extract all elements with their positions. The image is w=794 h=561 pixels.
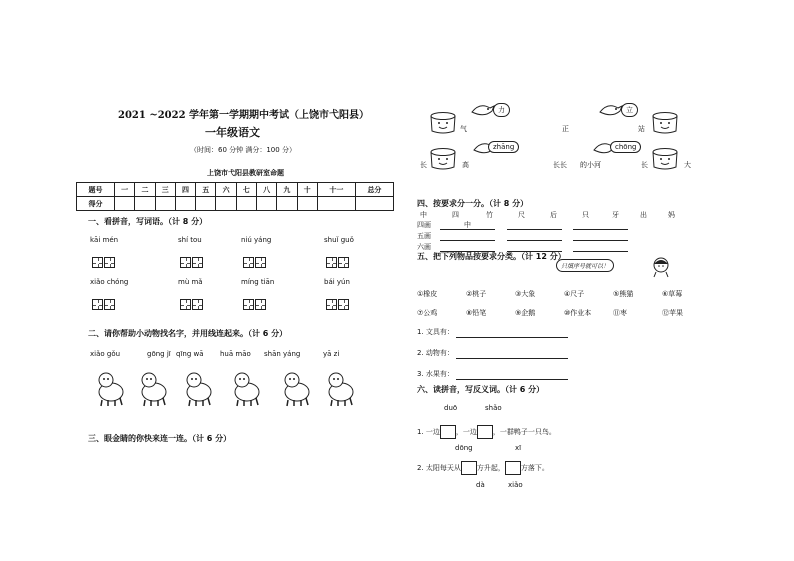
tianzige-box[interactable] — [255, 299, 266, 310]
author-line: 上饶市弋阳县教研室命题 — [207, 169, 284, 177]
score-header-cell: 一 — [115, 183, 135, 197]
q4-char: 四 — [452, 211, 459, 219]
word-changchang: 长长 — [553, 161, 567, 169]
bubble-zhang: zhāng — [488, 141, 519, 153]
tianzige-box[interactable] — [338, 299, 349, 310]
q1-heading: 一、看拼音，写词语。（计 8 分） — [88, 217, 208, 226]
stroke-count-label: 六画 — [417, 243, 431, 251]
q5-heading: 五、把下列物品按要求分类。（计 12 分） — [417, 252, 566, 261]
score-input-cell[interactable] — [115, 197, 135, 211]
q4-char: 尺 — [518, 211, 525, 219]
score-header-cell: 四 — [175, 183, 195, 197]
tian-box-group — [326, 253, 350, 272]
pinyin-xiao: xiǎo — [508, 481, 523, 489]
tianzige-box[interactable] — [180, 257, 191, 268]
s1-part2: ，一边 — [455, 428, 477, 436]
score-input-cell[interactable] — [257, 197, 277, 211]
pinyin-label: míng tiān — [241, 278, 275, 286]
score-input-cell[interactable] — [355, 197, 393, 211]
pinyin-xi: xī — [515, 444, 522, 452]
score-header-cell: 六 — [216, 183, 236, 197]
score-input-cell[interactable] — [317, 197, 355, 211]
score-header-cell: 七 — [236, 183, 256, 197]
classify-item: ⑪枣 — [613, 309, 627, 317]
q4-char: 后 — [550, 211, 557, 219]
tianzige-box[interactable] — [92, 257, 103, 268]
q4-char: 出 — [640, 211, 647, 219]
answer-box-shao[interactable] — [477, 425, 493, 439]
score-input-cell[interactable] — [155, 197, 175, 211]
score-input-cell[interactable] — [135, 197, 155, 211]
s2-part2: 方升起， — [476, 464, 505, 472]
tian-box-group — [326, 295, 350, 314]
q4-char: 牙 — [612, 211, 619, 219]
word-xiaohe: 的小河 — [580, 161, 601, 169]
score-header-cell: 总分 — [355, 183, 393, 197]
classify-answer-blank[interactable] — [456, 328, 568, 338]
bubble-li: 力 — [493, 103, 510, 117]
answer-box-duo[interactable] — [440, 425, 456, 439]
stump-icon — [430, 112, 456, 134]
dog-icon — [92, 368, 130, 408]
exam-subject: 一年级语文 — [205, 126, 260, 139]
frog-icon — [180, 368, 218, 408]
animal-pinyin: gōng jī — [147, 350, 171, 358]
pinyin-label: niú yáng — [241, 236, 272, 244]
bubble-li2: 立 — [621, 103, 638, 117]
stroke-count-label: 五画 — [417, 232, 431, 240]
classify-item: ⑧铅笔 — [466, 309, 487, 317]
pinyin-label: xiǎo chóng — [90, 278, 129, 286]
s2-part3: 方落下。 — [520, 464, 549, 472]
animal-pinyin: qīng wā — [176, 350, 204, 358]
q4-answer-blank[interactable] — [573, 220, 628, 230]
tianzige-box[interactable] — [104, 299, 115, 310]
q6-heading: 六、读拼音，写反义词。（计 6 分） — [417, 385, 545, 394]
q4-char: 妈 — [668, 211, 675, 219]
word-da: 大 — [684, 161, 691, 169]
score-input-cell[interactable] — [175, 197, 195, 211]
tian-box-group — [243, 295, 267, 314]
classify-item: ⑩作业本 — [564, 309, 592, 317]
score-header-cell: 十一 — [317, 183, 355, 197]
word-zheng: 正 — [562, 125, 569, 133]
classify-item: ②桃子 — [466, 290, 487, 298]
score-table — [76, 182, 394, 211]
tianzige-box[interactable] — [243, 257, 254, 268]
cat-icon — [228, 368, 266, 408]
pinyin-label: bái yún — [324, 278, 350, 286]
child-icon — [650, 256, 672, 278]
classify-item: ⑥草莓 — [662, 290, 683, 298]
pinyin-label: kāi mén — [90, 236, 119, 244]
classify-item: ⑨企鹅 — [515, 309, 536, 317]
animal-pinyin: shān yáng — [264, 350, 301, 358]
score-header-cell: 八 — [257, 183, 277, 197]
classify-line-label: 3. 水果有： — [417, 370, 454, 378]
word-chang1: 长 — [420, 161, 427, 169]
tian-box-group — [243, 253, 267, 272]
pinyin-label: shuǐ guǒ — [324, 236, 354, 244]
tianzige-box[interactable] — [326, 257, 337, 268]
classify-item: ⑦公鸡 — [417, 309, 438, 317]
pinyin-label: shí tou — [178, 236, 202, 244]
q4-answer-blank[interactable] — [573, 231, 628, 241]
answer-box-xi[interactable] — [505, 461, 521, 475]
tianzige-box[interactable] — [255, 257, 266, 268]
q4-answer-blank[interactable] — [507, 220, 562, 230]
score-header-cell: 题号 — [77, 183, 115, 197]
classify-line-label: 1. 文具有： — [417, 328, 454, 336]
tianzige-box[interactable] — [243, 299, 254, 310]
tianzige-box[interactable] — [180, 299, 191, 310]
tianzige-box[interactable] — [326, 299, 337, 310]
stump-icon — [652, 148, 678, 170]
stroke-count-label: 四画 — [417, 221, 431, 229]
q4-answer-blank[interactable] — [507, 231, 562, 241]
q4-answer-blank[interactable] — [440, 231, 495, 241]
speech-bubble: 只填序号就可以！ — [556, 259, 614, 272]
q4-answer-blank[interactable] — [573, 242, 628, 252]
score-header-cell: 三 — [155, 183, 175, 197]
tian-box-group — [180, 253, 204, 272]
classify-item: ④尺子 — [564, 290, 585, 298]
q4-heading: 四、按要求分一分。（计 8 分） — [417, 199, 529, 208]
classify-item: ⑫苹果 — [662, 309, 683, 317]
tianzige-box[interactable] — [92, 299, 103, 310]
classify-item: ③大象 — [515, 290, 536, 298]
score-header-cell: 五 — [196, 183, 216, 197]
s2-part1: 2. 太阳每天从 — [417, 464, 461, 472]
time-info: （时间：60 分钟 满分：100 分） — [190, 146, 296, 154]
score-header-cell: 二 — [135, 183, 155, 197]
stump-icon — [430, 148, 456, 170]
word-qi: 气 — [460, 125, 467, 133]
pinyin-da: dà — [476, 481, 485, 489]
answer-box-dong[interactable] — [461, 461, 477, 475]
tianzige-box[interactable] — [104, 257, 115, 268]
pinyin-duo: duō — [444, 404, 458, 412]
q4-char: 只 — [582, 211, 589, 219]
duck-icon — [322, 368, 360, 408]
classify-item: ⑤熊猫 — [613, 290, 634, 298]
tian-box-group — [180, 295, 204, 314]
word-zhan: 站 — [638, 125, 645, 133]
exam-title: 2021 ~2022 学年第一学期期中考试（上饶市弋阳县） — [118, 110, 370, 121]
stump-icon — [652, 112, 678, 134]
tian-box-group — [92, 253, 116, 272]
score-row — [77, 197, 394, 211]
q4-char: 竹 — [486, 211, 493, 219]
score-input-cell[interactable] — [277, 197, 297, 211]
classify-answer-blank[interactable] — [456, 349, 568, 359]
pinyin-label: mù mǎ — [178, 278, 203, 286]
score-header-cell: 十 — [297, 183, 317, 197]
score-input-cell[interactable] — [297, 197, 317, 211]
classify-answer-blank[interactable] — [456, 370, 568, 380]
classify-item: ①橡皮 — [417, 290, 438, 298]
score-input-cell[interactable] — [236, 197, 256, 211]
animal-pinyin: yā zi — [323, 350, 340, 358]
tianzige-box[interactable] — [192, 299, 203, 310]
animal-pinyin: xiǎo gǒu — [90, 350, 121, 358]
score-header-cell: 九 — [277, 183, 297, 197]
classify-line-label: 2. 动物有： — [417, 349, 454, 357]
pinyin-shao: shǎo — [485, 404, 502, 412]
score-header-row — [77, 183, 394, 197]
score-input-cell[interactable] — [216, 197, 236, 211]
s1-part1: 1. 一边 — [417, 428, 440, 436]
score-label-cell: 得分 — [77, 197, 115, 211]
tian-box-group — [92, 295, 116, 314]
tianzige-box[interactable] — [192, 257, 203, 268]
s1-part3: ，一群鸭子一只鸟。 — [492, 428, 556, 436]
word-chang2: 长 — [641, 161, 648, 169]
rooster-icon — [135, 368, 173, 408]
q4-char: 中 — [420, 211, 427, 219]
goat-icon — [278, 368, 316, 408]
score-input-cell[interactable] — [196, 197, 216, 211]
animal-pinyin: huā māo — [220, 350, 251, 358]
pinyin-dong: dōng — [455, 444, 473, 452]
q3-heading: 三、眼金睛的你快来连一连。（计 6 分） — [88, 434, 232, 443]
q4-answer-blank[interactable]: 中 — [440, 220, 495, 230]
tianzige-box[interactable] — [338, 257, 349, 268]
q2-heading: 二、请你帮助小动物找名字，并用线连起来。（计 6 分） — [88, 329, 288, 338]
word-gao: 高 — [462, 161, 469, 169]
bubble-chong: chōng — [610, 141, 641, 153]
